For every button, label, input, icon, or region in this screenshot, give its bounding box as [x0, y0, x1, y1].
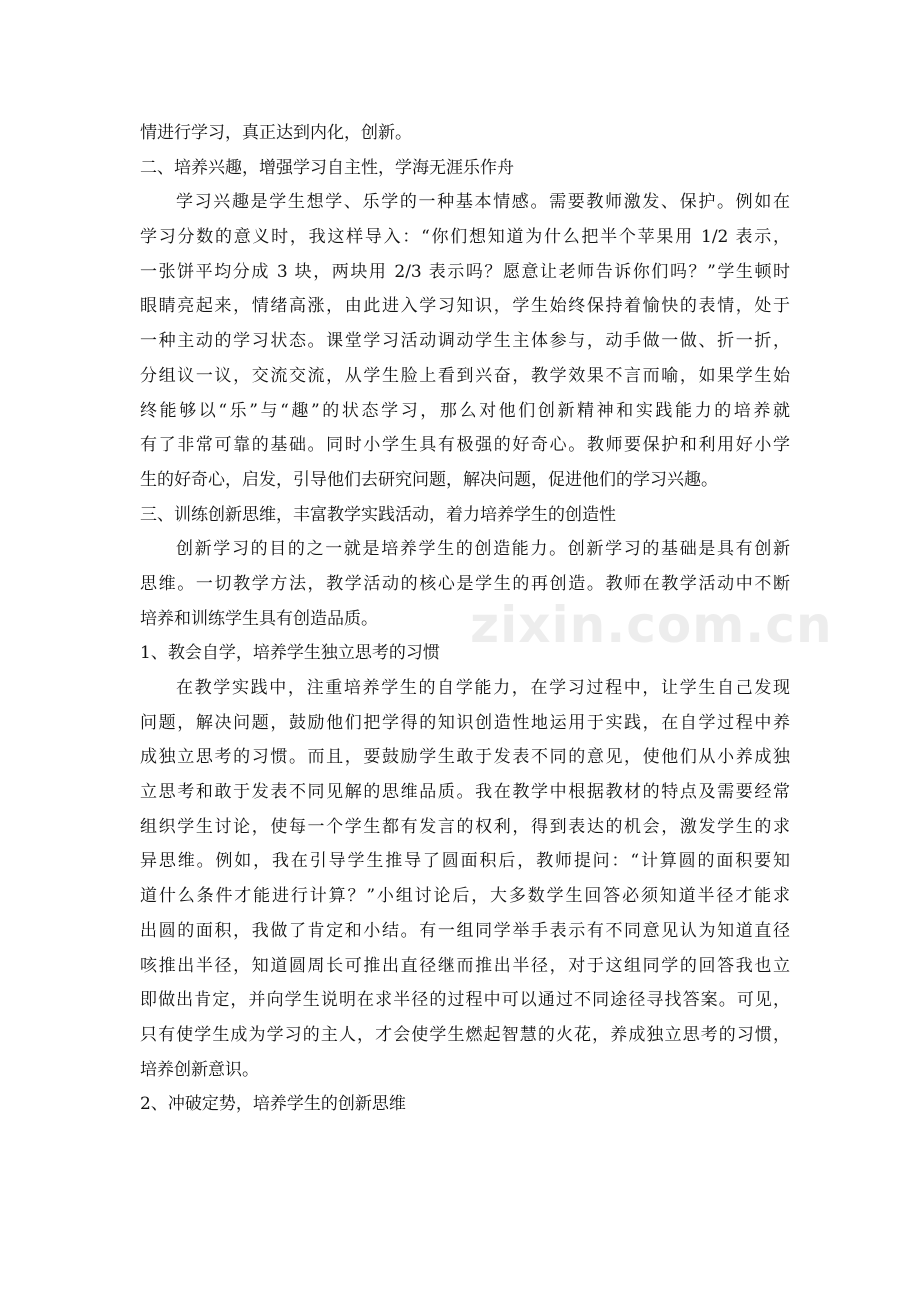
text-line: 一张饼平均分成 3 块，两块用 2/3 表示吗？愿意让老师告诉你们吗？”学生顿时 [140, 261, 790, 282]
watermark: zixin.com.cn [470, 596, 833, 654]
text-line: 一种主动的学习状态。课堂学习活动调动学生主体参与，动手做一做、折一折， [140, 331, 790, 352]
text-line: 组织学生讨论，使每一个学生都有发言的权利，得到表达的机会，激发学生的求 [140, 816, 790, 837]
text-line: 咳推出半径，知道圆周长可推出直径继而推出半径，对于这组同学的回答我也立 [140, 955, 790, 976]
text-line: 立思考和敢于发表不同见解的思维品质。我在教学中根据教材的特点及需要经常 [140, 782, 790, 803]
section-heading: 三、训练创新思维，丰富教学实践活动，着力培养学生的创造性 [140, 504, 616, 525]
text-line: 眼睛亮起来，情绪高涨，由此进入学习知识，学生始终保持着愉快的表情，处于 [140, 296, 790, 317]
text-line: 道什么条件才能进行计算？”小组讨论后，大多数学生回答必须知道半径才能求 [140, 886, 790, 907]
text-line: 情进行学习，真正达到内化，创新。 [140, 123, 412, 143]
text-line: 培养和训练学生具有创造品质。 [140, 608, 378, 629]
text-line: 只有使学生成为学习的主人，才会使学生燃起智慧的火花，养成独立思考的习惯， [140, 1024, 790, 1045]
section-heading: 二、培养兴趣，增强学习自主性，学海无涯乐作舟 [140, 157, 514, 178]
text-line: 分组议一议，交流交流，从学生脸上看到兴奋，教学效果不言而喻，如果学生始 [140, 365, 790, 386]
text-line: 培养创新意识。 [140, 1059, 259, 1080]
text-line: 成独立思考的习惯。而且，要鼓励学生敢于发表不同的意见，使他们从小养成独 [140, 747, 790, 768]
text-line: 学习兴趣是学生想学、乐学的一种基本情感。需要教师激发、保护。例如在 [176, 192, 790, 213]
subsection-heading: 2、冲破定势，培养学生的创新思维 [140, 1094, 406, 1115]
text-line: 在教学实践中，注重培养学生的自学能力，在学习过程中，让学生自己发现 [176, 678, 790, 698]
text-line: 学习分数的意义时，我这样导入：“你们想知道为什么把半个苹果用 1/2 表示， [140, 227, 790, 248]
subsection-heading: 1、教会自学，培养学生独立思考的习惯 [140, 643, 440, 664]
text-line: 创新学习的目的之一就是培养学生的创造能力。创新学习的基础是具有创新 [176, 539, 790, 560]
text-line: 有了非常可靠的基础。同时小学生具有极强的好奇心。教师要保护和利用好小学 [140, 435, 790, 456]
text-line: 出圆的面积，我做了肯定和小结。有一组同学举手表示有不同意见认为知道直径 [140, 920, 790, 941]
text-line: 异思维。例如，我在引导学生推导了圆面积后，教师提问：“计算圆的面积要知 [140, 851, 790, 872]
text-line: 问题，解决问题，鼓励他们把学得的知识创造性地运用于实践，在自学过程中养 [140, 712, 790, 733]
text-line: 生的好奇心，启发，引导他们去研究问题，解决问题，促进他们的学习兴趣。 [140, 469, 718, 490]
document-body [140, 116, 790, 1122]
text-line: 终能够以“乐”与“趣”的状态学习，那么对他们创新精神和实践能力的培养就 [140, 400, 790, 421]
text-line: 即做出肯定，并向学生说明在求半径的过程中可以通过不同途径寻找答案。可见， [140, 990, 790, 1011]
text-line: 思维。一切教学方法，教学活动的核心是学生的再创造。教师在教学活动中不断 [140, 573, 790, 594]
